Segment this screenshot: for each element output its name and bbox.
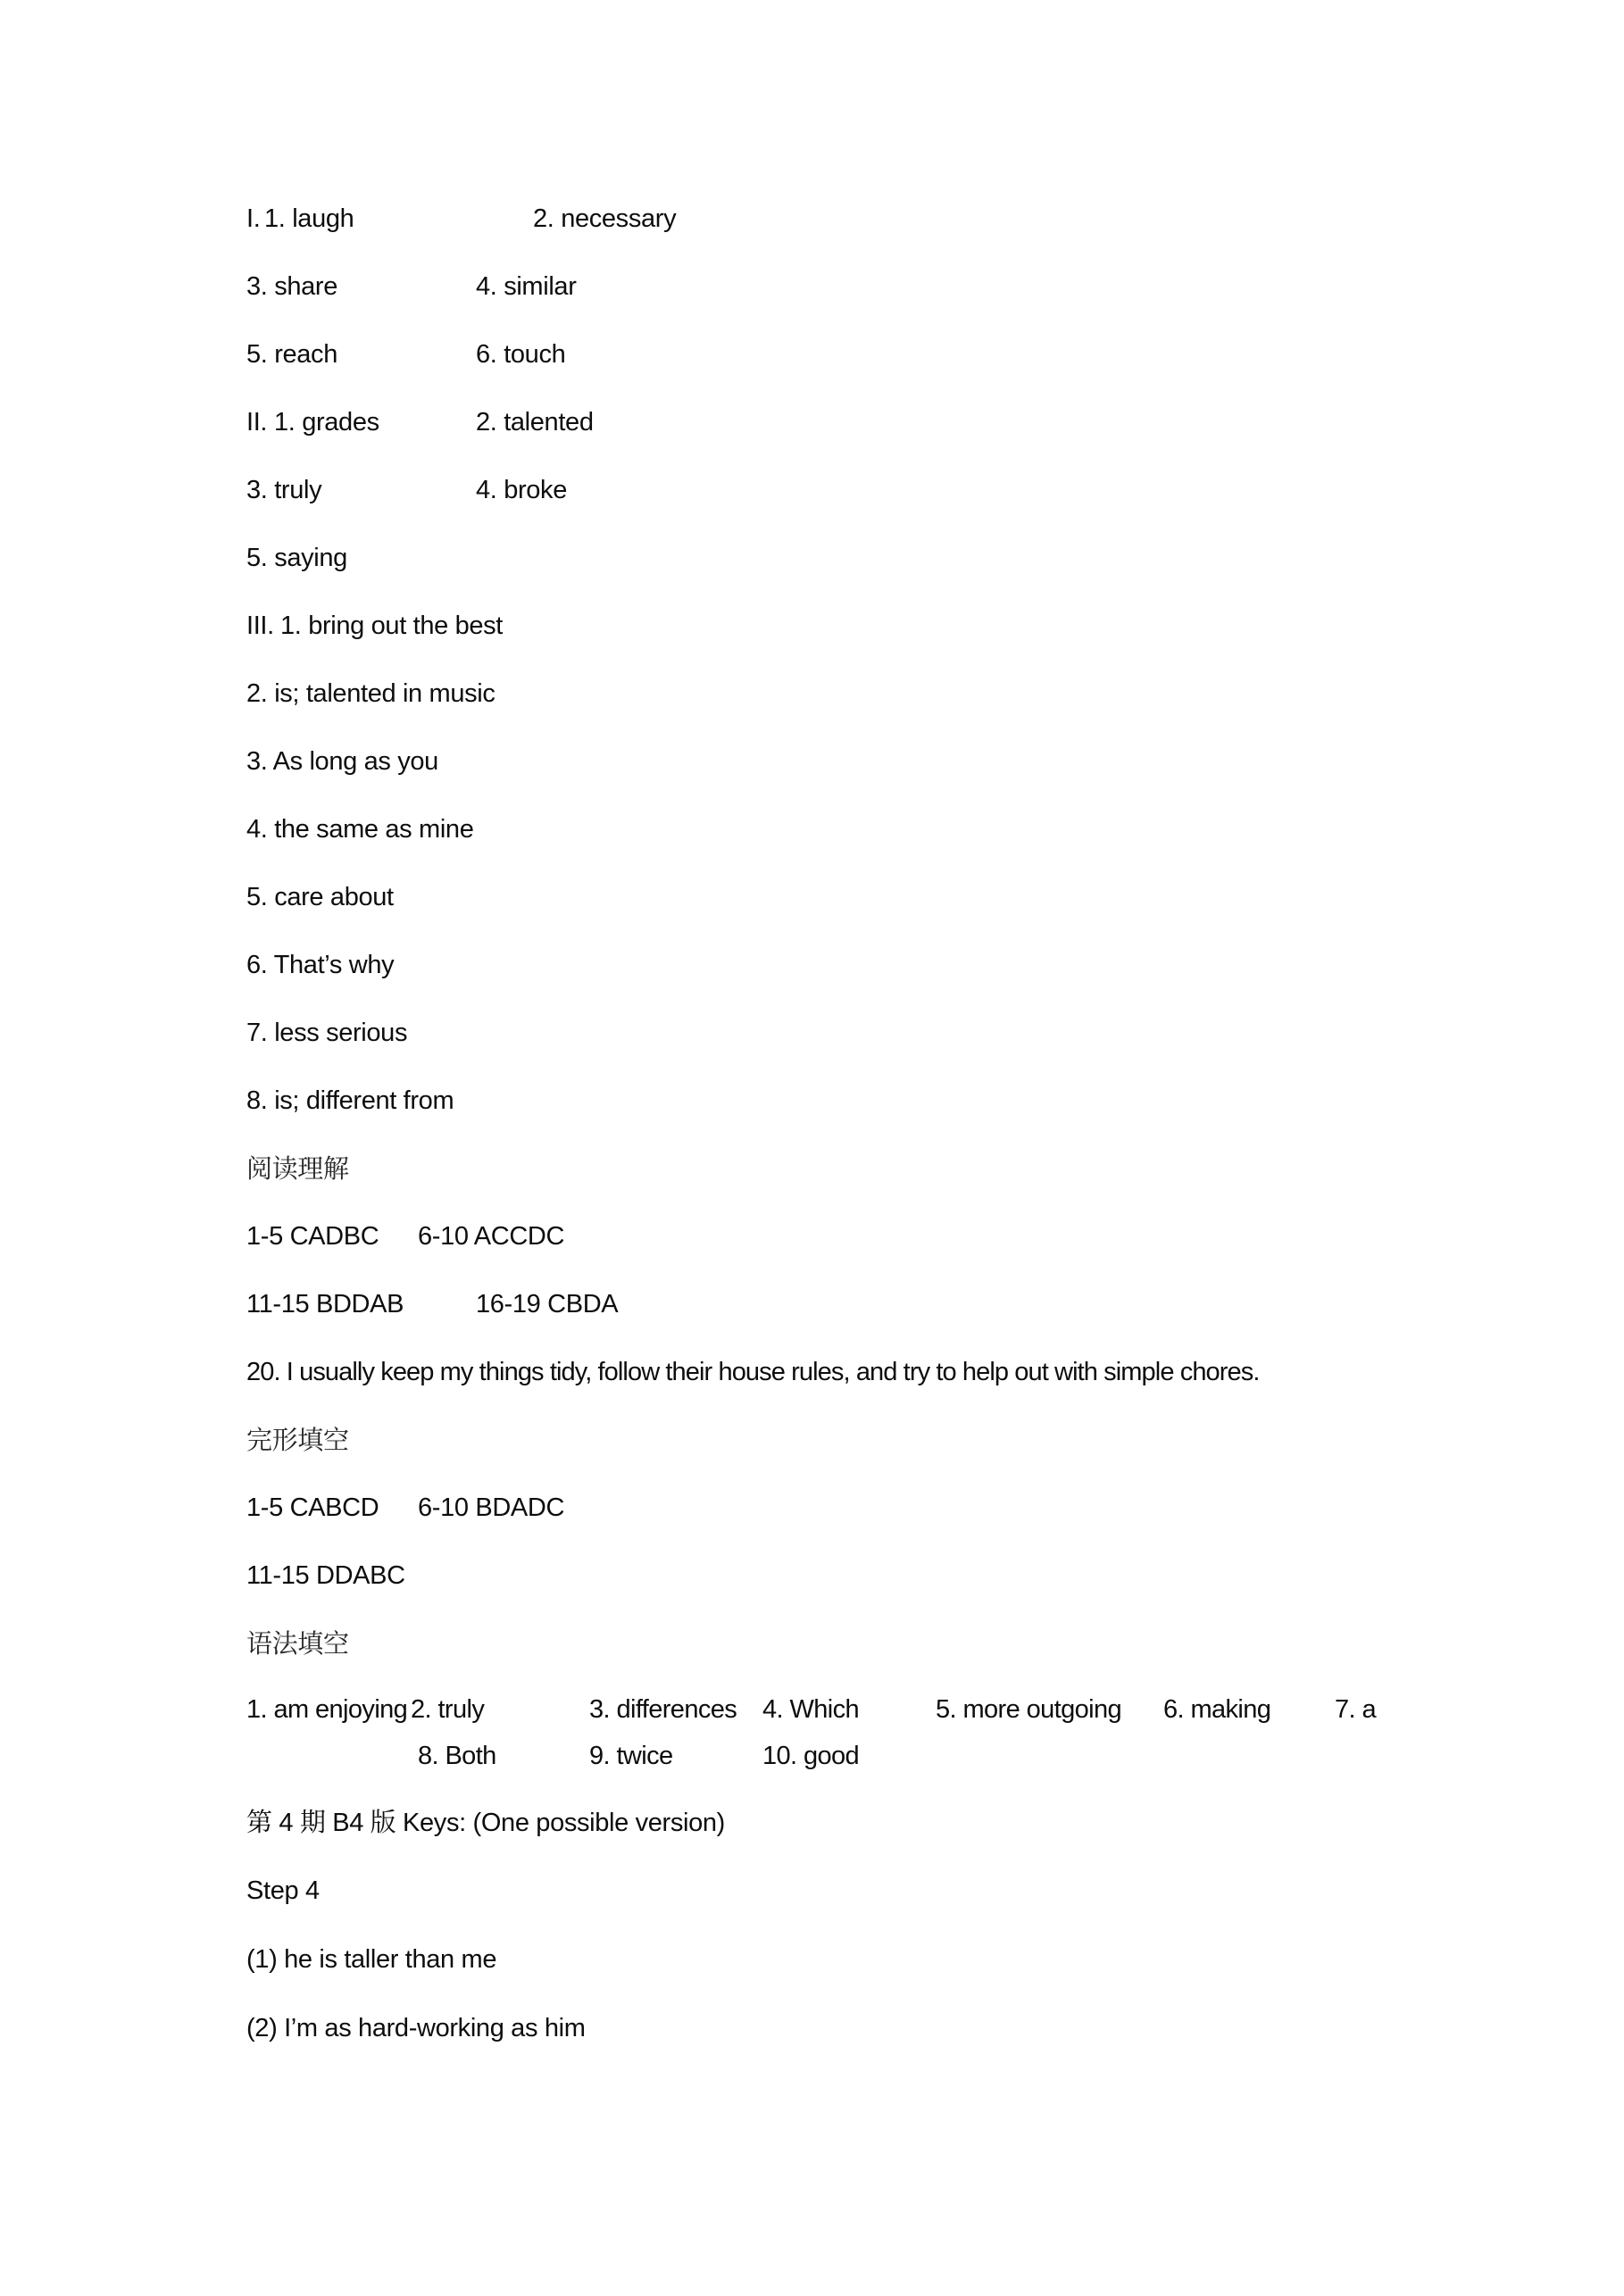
- section-II-row-2: [246, 475, 567, 505]
- answer-item: 2. truly: [411, 1695, 485, 1724]
- answer-item: 4. similar: [476, 272, 577, 301]
- section-heading-grammar: 语法填空: [246, 1628, 349, 1659]
- answer-item: 3. differences: [589, 1695, 737, 1724]
- answer-item: 6. making: [1163, 1695, 1271, 1724]
- step-heading: Step 4: [246, 1876, 320, 1905]
- answer-group: 1-5 CABCD: [246, 1493, 379, 1522]
- section-III-row-1: [246, 611, 503, 641]
- answer-item: 4. broke: [476, 476, 567, 504]
- section-heading-cloze: 完形填空: [246, 1425, 349, 1455]
- answer-item: 6. That’s why: [246, 951, 395, 979]
- answer-item: 5. more outgoing: [936, 1695, 1122, 1724]
- answer-item: 8. is; different from: [246, 1086, 454, 1115]
- section-label: III.: [246, 611, 274, 640]
- answer-item: 1. grades: [274, 408, 379, 437]
- section-I-row-3: [246, 339, 566, 370]
- reading-row-1: [246, 1221, 565, 1252]
- answer-item: 2. talented: [476, 408, 594, 437]
- reading-row-2: [246, 1289, 619, 1319]
- answer-group: 16-19 CBDA: [476, 1290, 619, 1319]
- section-label: II.: [246, 408, 268, 437]
- answer-item: 10. good: [762, 1742, 860, 1770]
- step-answer: (2) I’m as hard-working as him: [246, 2014, 586, 2042]
- reading-q20-answer: 20. I usually keep my things tidy, follow their house rules, and try to help out with simple chores.: [246, 1358, 1260, 1386]
- answer-item: 7. a: [1335, 1695, 1376, 1724]
- answer-item: 6. touch: [476, 340, 566, 369]
- answer-item: 3. share: [246, 272, 337, 301]
- step-answer: (1) he is taller than me: [246, 1945, 497, 1974]
- answer-item: 1. laugh: [264, 204, 354, 233]
- answer-item: 2. necessary: [533, 204, 677, 233]
- answer-group: 6-10 BDADC: [418, 1493, 565, 1522]
- section-II-row-1: [246, 407, 594, 437]
- answer-item: 1. bring out the best: [280, 611, 503, 640]
- answer-item: 3. As long as you: [246, 747, 438, 776]
- answer-group: 11-15 DDABC: [246, 1561, 405, 1590]
- answer-item: 2. is; talented in music: [246, 679, 496, 708]
- answer-item: 4. Which: [762, 1695, 860, 1724]
- answer-item: 4. the same as mine: [246, 815, 474, 844]
- grammar-row-2: [246, 1741, 860, 1771]
- answer-group: 1-5 CADBC: [246, 1222, 379, 1251]
- answer-item: 8. Both: [418, 1742, 496, 1770]
- section-II-row-3: [246, 543, 347, 573]
- section-I-row-2: [246, 271, 577, 302]
- answer-item: 5. saying: [246, 544, 347, 572]
- section-heading-reading: 阅读理解: [246, 1153, 349, 1184]
- cloze-row-1: [246, 1493, 565, 1523]
- answer-item: 7. less serious: [246, 1019, 408, 1047]
- answer-item: 3. truly: [246, 476, 322, 504]
- answer-group: 11-15 BDDAB: [246, 1290, 404, 1319]
- answer-group: 6-10 ACCDC: [418, 1222, 565, 1251]
- grammar-row-1: [246, 1694, 1376, 1725]
- answer-item: 5. reach: [246, 340, 337, 369]
- section-label: I.: [246, 204, 261, 233]
- answer-item: 9. twice: [589, 1742, 673, 1770]
- answer-item: 5. care about: [246, 883, 394, 911]
- answer-item: 1. am enjoying: [246, 1695, 408, 1724]
- cloze-row-2: [246, 1560, 405, 1591]
- issue-keys-heading: 第 4 期 B4 版 Keys: (One possible version): [246, 1809, 725, 1837]
- section-I-row-1: [246, 204, 677, 234]
